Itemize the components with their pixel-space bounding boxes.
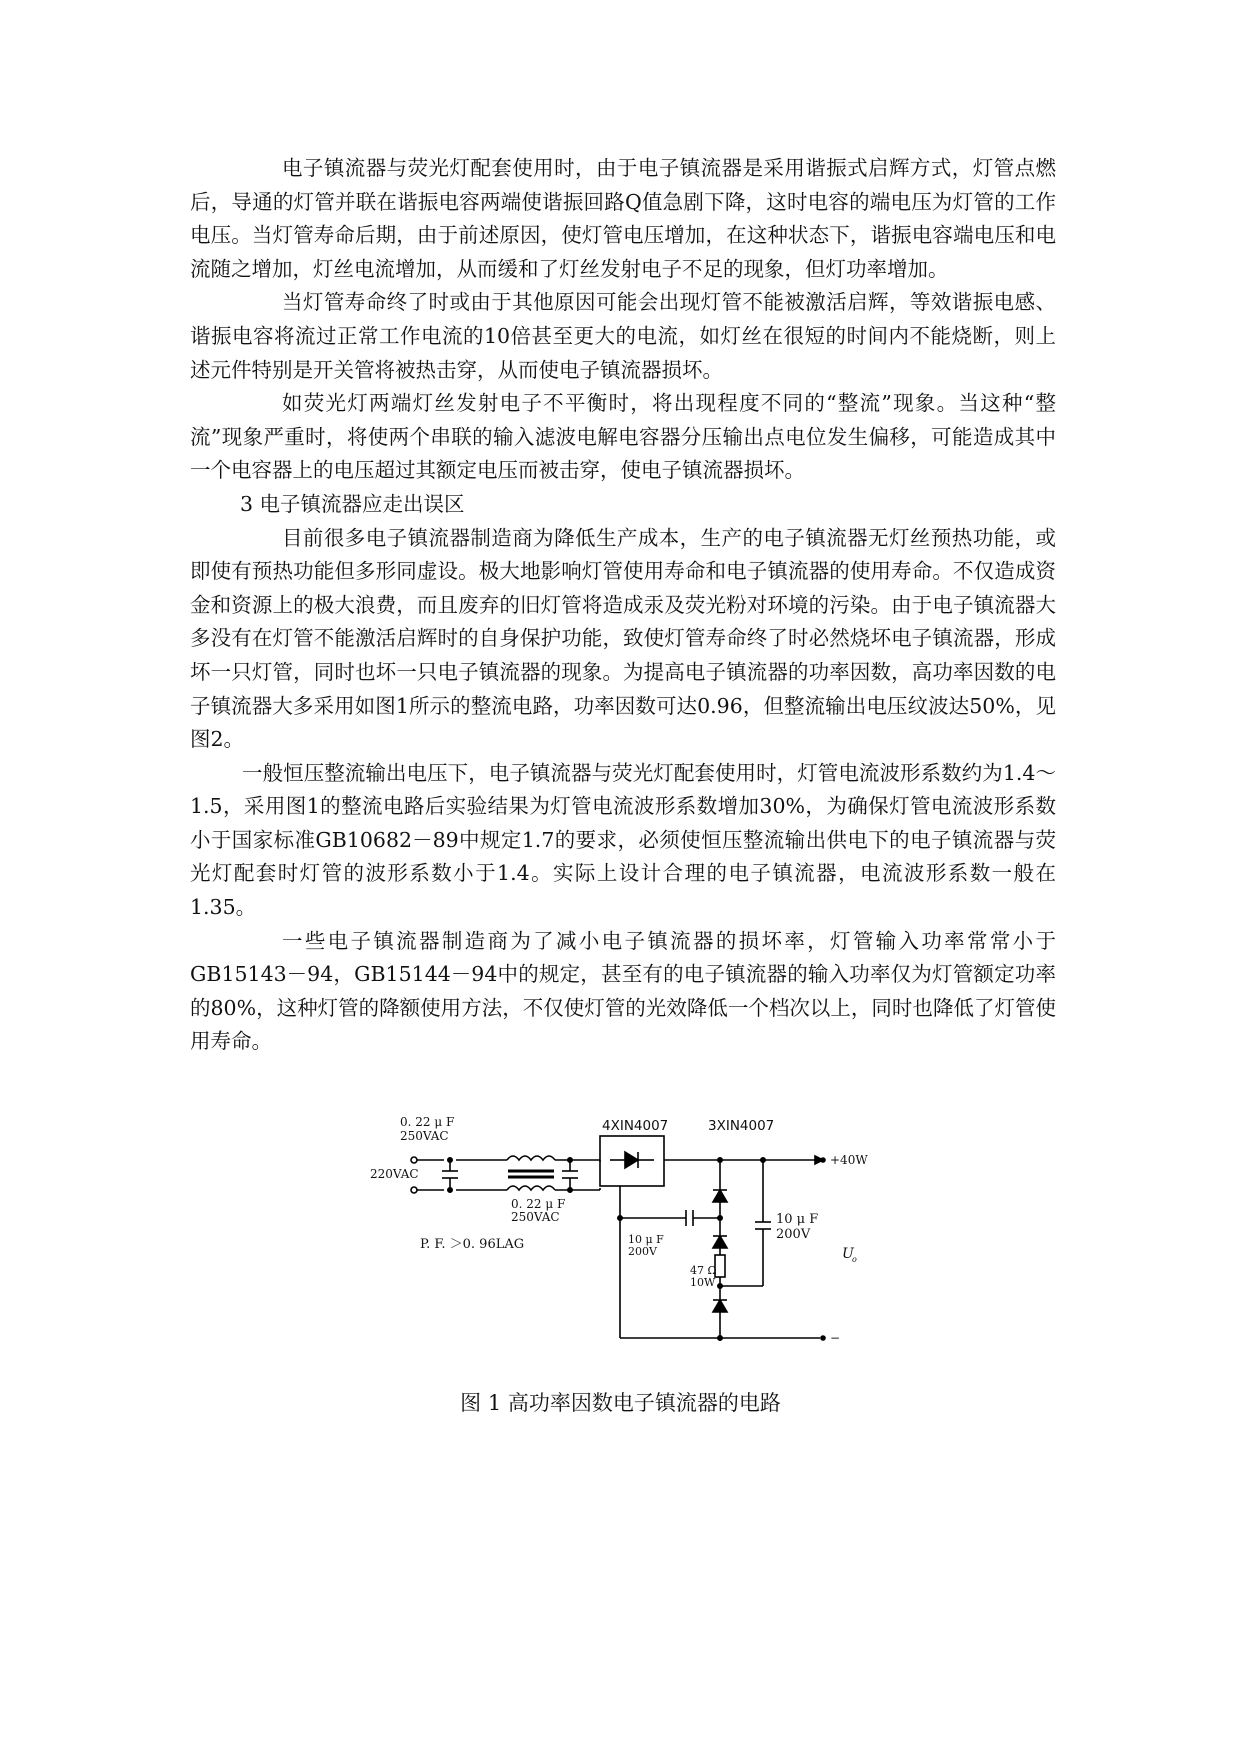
paragraph: 一些电子镇流器制造商为了减小电子镇流器的损坏率，灯管输入功率常常小于GB15143－94，GB15144－94中的规定，甚至有的电子镇流器的输入功率仅为灯管额定功率的80%，这种灯管的降额使用方法，不仅使灯管的光效降低一个档次以上，同时也降低了灯管使用寿命。 xyxy=(190,928,1056,1054)
output-voltage-subscript: o xyxy=(852,1255,857,1264)
cap-label-bottom: 0. 22 μ F xyxy=(511,1197,566,1211)
mid-cap-voltage: 200V xyxy=(628,1245,657,1258)
bridge-diode-icon xyxy=(625,1152,638,1168)
diode-icon xyxy=(713,1300,727,1312)
paragraph: 一般恒压整流输出电压下，电子镇流器与荧光灯配套使用时，灯管电流波形系数约为1.4～1.5，采用图1的整流电路后实验结果为灯管电流波形系数增加30%，为确保灯管电流波形系数小于国家标准GB10682－89中规定1.7的要求，必须使恒压整流输出供电下的电子镇流器与荧光灯配套时灯管的波形系数小于1.4。实际上设计合理的电子镇流器，电流波形系数一般在1.35。 xyxy=(190,760,1056,920)
bridge-label: 4XIN4007 xyxy=(602,1118,669,1134)
mid-cap-label: 10 μ F xyxy=(628,1233,664,1246)
input-voltage-label: 220VAC xyxy=(370,1167,419,1181)
paragraph: 当灯管寿命终了时或由于其他原因可能会出现灯管不能被激活启辉，等效谐振电感、谐振电容将流过正常工作电流的10倍甚至更大的电流，如灯丝在很短的时间内不能烧断，则上述元件特别是开关管将被热击穿，从而使电子镇流器损坏。 xyxy=(190,290,1056,382)
cap-voltage-top: 250VAC xyxy=(400,1129,449,1143)
output-neg-terminal xyxy=(821,1336,825,1340)
figure-caption: 图 1 高功率因数电子镇流器的电路 xyxy=(460,1391,781,1415)
diode-icon xyxy=(713,1190,727,1202)
input-terminal-bottom xyxy=(411,1187,417,1193)
diode-icon xyxy=(713,1236,727,1248)
resistor-power: 10W xyxy=(690,1276,716,1289)
paragraph: 如荧光灯两端灯丝发射电子不平衡时，将出现程度不同的“整流”现象。当这种“整流”现象严重时，将使两个串联的输入滤波电解电容器分压输出点电位发生偏移，可能造成其中一个电容器上的电压超过其额定电压而被击穿，使电子镇流器损坏。 xyxy=(190,391,1056,483)
output-pos-label: +40W xyxy=(830,1153,868,1167)
circuit-diagram xyxy=(370,1110,890,1370)
output-neg-label: − xyxy=(830,1331,841,1345)
paragraph: 目前很多电子镇流器制造商为降低生产成本，生产的电子镇流器无灯丝预热功能，或即使有预热功能但多形同虚设。极大地影响灯管使用寿命和电子镇流器的使用寿命。不仅造成资金和资源上的极大浪费，而且废弃的旧灯管将造成汞及荧光粉对环境的污染。由于电子镇流器大多没有在灯管不能激活启辉时的自身保护功能，致使灯管寿命终了时必然烧坏电子镇流器，形成坏一只灯管，同时也坏一只电子镇流器的现象。为提高电子镇流器的功率因数，高功率因数的电子镇流器大多采用如图1所示的整流电路，功率因数可达0.96，但整流输出电压纹波达50%，见图2。 xyxy=(190,525,1056,752)
cap-voltage-bottom: 250VAC xyxy=(511,1210,560,1224)
section-heading: 3 电子镇流器应走出误区 xyxy=(240,491,465,516)
diodes-label: 3XIN4007 xyxy=(708,1118,775,1134)
body-text xyxy=(190,152,1056,1059)
input-terminal-top xyxy=(411,1157,417,1163)
choke-top xyxy=(507,1156,555,1160)
choke-bottom xyxy=(507,1186,555,1190)
output-cap-voltage: 200V xyxy=(776,1227,811,1242)
cap-label-top: 0. 22 μ F xyxy=(400,1115,455,1129)
resistor-label: 47 Ω xyxy=(690,1264,717,1277)
output-voltage-symbol: U xyxy=(842,1246,854,1262)
output-cap-label: 10 μ F xyxy=(776,1212,819,1227)
power-factor-label: P. F. ＞0. 96LAG xyxy=(420,1237,525,1252)
paragraph: 电子镇流器与荧光灯配套使用时，由于电子镇流器是采用谐振式启辉方式，灯管点燃后，导通的灯管并联在谐振电容两端使谐振回路Q值急剧下降，这时电容的端电压为灯管的工作电压。当灯管寿命后期，由于前述原因，使灯管电压增加，在这种状态下，谐振电容端电压和电流随之增加，灯丝电流增加，从而缓和了灯丝发射电子不足的现象，但灯功率增加。 xyxy=(190,156,1056,281)
